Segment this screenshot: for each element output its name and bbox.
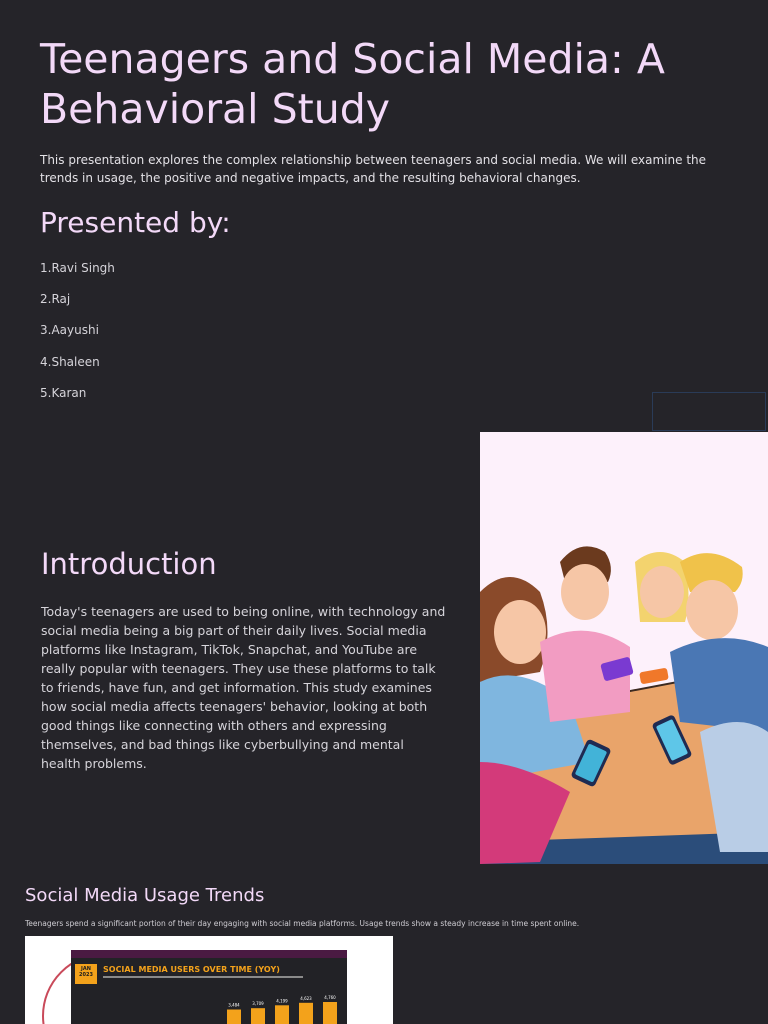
introduction-heading: Introduction [41,547,217,581]
chart-bar-label: 3,709 [252,1001,264,1007]
teens-with-phones-illustration [480,432,768,864]
presenter-list [40,260,115,416]
usage-trends-heading: Social Media Usage Trends [25,885,265,906]
chart-bar [227,1010,241,1024]
chart-date-badge: JAN 2023 [75,964,97,984]
chart-title: SOCIAL MEDIA USERS OVER TIME (YOY) [103,965,280,974]
presenter-item: 1.Ravi Singh [40,261,115,275]
chart-panel [71,950,347,1024]
chart-bar [299,1003,313,1024]
presenter-item: 3.Aayushi [40,323,99,338]
chart-bar-label: 4,623 [300,995,312,1001]
presenter-item: 2.Raj [40,292,71,307]
usage-chart-image [25,936,393,1024]
chart-bar-label: 4,199 [276,998,288,1004]
chart-bar-label: 4,760 [324,995,336,1000]
usage-trends-body: Teenagers spend a significant portion of their day engaging with social media platforms. Usage trends show a steady increase in time spent online. [25,919,580,928]
chart-bar-label: 3,484 [228,1002,240,1008]
chart-bars [71,950,347,1024]
slide-description: This presentation explores the complex relationship between teenagers and social media. We will examine the trends in usage, the positive and negative impacts, and the resulting behavioral changes. [40,153,707,185]
introduction-body: Today's teenagers are used to being online, with technology and social media being a big part of their daily lives. Social media platforms like Instagram, TikTok, Snapchat, and YouTube are really popular with teenagers. They use these platforms to talk to friends, have fun, and get information. This study examines how social media affects teenagers' behavior, looking at both good things like connecting with others and expressing themselves, and bad things like cyberbullying and mental health problems. [41,604,446,771]
presented-by-heading: Presented by: [40,206,231,239]
chart-bar [275,1005,289,1024]
slide-title: Teenagers and Social Media: A Behavioral Study [40,35,665,133]
chart-bar [251,1008,265,1024]
presenter-item: 4.Shaleen [40,354,100,369]
chart-bar [323,1002,337,1024]
empty-outline-box [652,392,766,431]
presenter-item: 5.Karan [40,385,87,400]
